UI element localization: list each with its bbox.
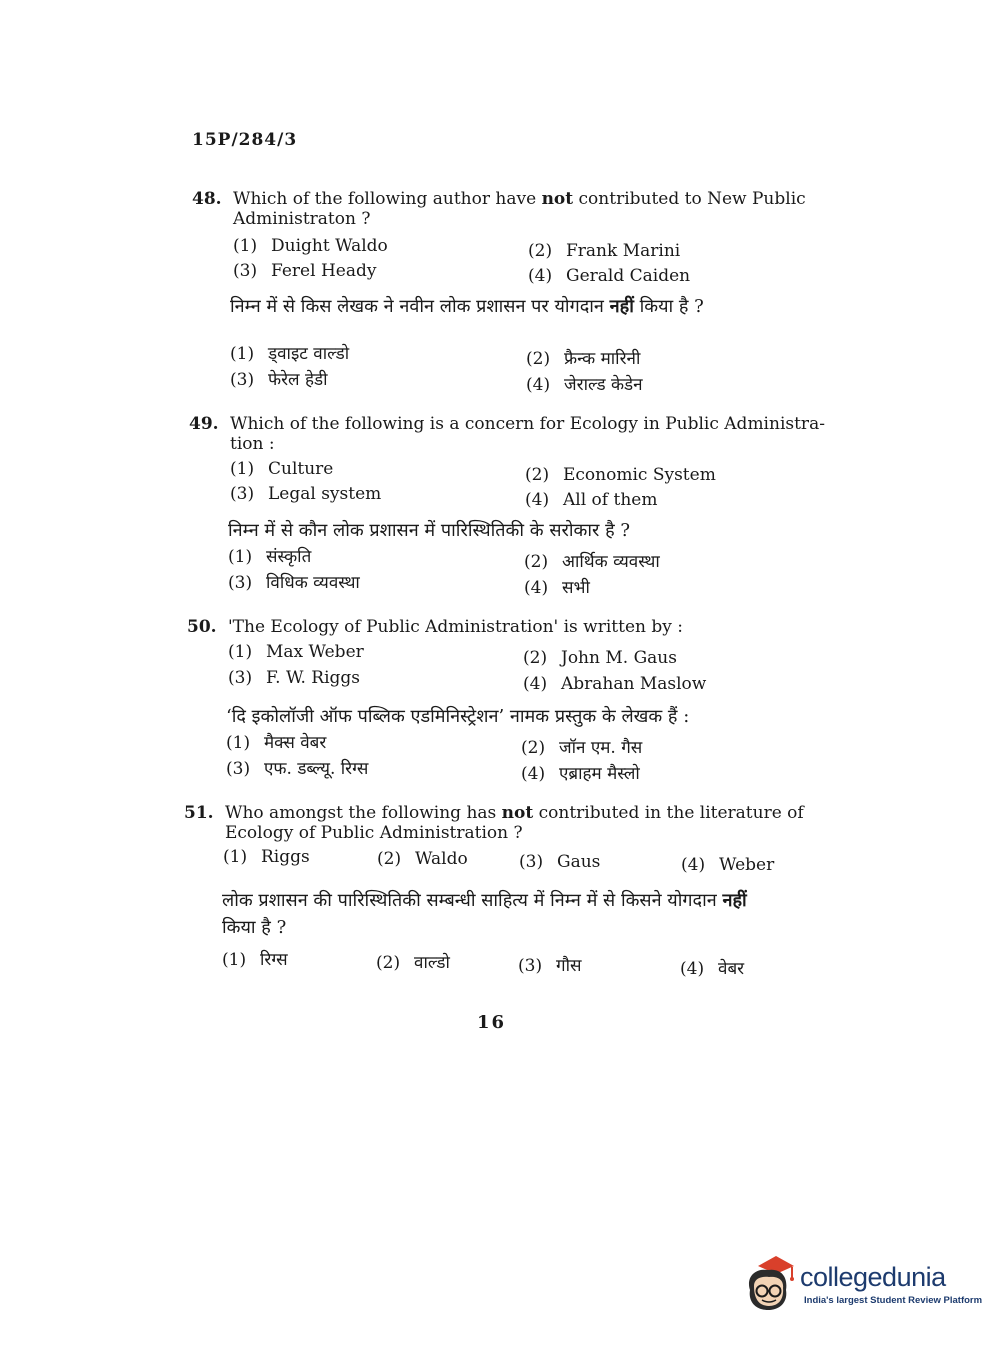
option-1: (1) Riggs <box>223 847 310 867</box>
option-3: (3) F. W. Riggs <box>228 668 360 688</box>
hindi-option-2: (2) वाल्डो <box>376 953 450 973</box>
hindi-option-1: (1) संस्कृति <box>228 547 312 567</box>
hindi-option-3: (3) एफ. डब्ल्यू. रिग्स <box>226 759 369 779</box>
option-2: (2) John M. Gaus <box>523 648 677 668</box>
page-number: 16 <box>476 1012 507 1033</box>
option-4: (4) Weber <box>681 855 775 875</box>
hindi-option-3: (3) गौस <box>518 956 582 976</box>
question-number: 48. <box>192 189 222 209</box>
collegedunia-watermark <box>742 1250 983 1314</box>
hindi-option-2: (2) आर्थिक व्यवस्था <box>524 552 660 572</box>
paper-code: 15P/284/3 <box>192 130 298 150</box>
option-2: (2) Economic System <box>525 465 716 485</box>
hindi-option-4: (4) सभी <box>524 578 590 598</box>
option-3: (3) Gaus <box>519 852 601 872</box>
option-3: (3) Legal system <box>230 484 382 504</box>
option-4: (4) All of them <box>525 490 658 510</box>
brand-tagline: India's largest Student Review Platform <box>804 1295 983 1306</box>
option-3: (3) Ferel Heady <box>233 261 377 281</box>
hindi-option-3: (3) फेरेल हेडी <box>230 370 328 390</box>
hindi-option-2: (2) जॉन एम. गैस <box>521 738 643 758</box>
question-stem: 'The Ecology of Public Administration' is written by : <box>228 617 683 637</box>
option-4: (4) Abrahan Maslow <box>523 674 707 694</box>
option-2: (2) Frank Marini <box>528 241 681 261</box>
hindi-option-2: (2) फ्रैन्क मारिनी <box>526 349 641 369</box>
hindi-option-4: (4) एब्राहम मैस्लो <box>521 764 640 784</box>
question-stem: Which of the following is a concern for Ecology in Public Administra-tion : <box>230 414 825 454</box>
hindi-stem: निम्न में से कौन लोक प्रशासन में पारिस्थितिकी के सरोकार है ? <box>228 520 631 541</box>
hindi-stem: लोक प्रशासन की पारिस्थितिकी सम्बन्धी साहित्य में निम्न में से किसने योगदान नहीं किया है ? <box>222 890 747 938</box>
hindi-option-1: (1) रिग्स <box>222 950 288 970</box>
question-stem: Which of the following author have not contributed to New Public Administraton ? <box>233 189 806 229</box>
hindi-stem: ‘दि इकोलॉजी ऑफ पब्लिक एडमिनिस्ट्रेशन’ नामक प्रस्तुक के लेखक हैं : <box>226 706 690 727</box>
option-1: (1) Culture <box>230 459 334 479</box>
option-2: (2) Waldo <box>377 849 468 869</box>
hindi-option-4: (4) जेराल्ड केडेन <box>526 375 643 395</box>
hindi-stem: निम्न में से किस लेखक ने नवीन लोक प्रशासन पर योगदान नहीं किया है ? <box>230 296 704 317</box>
hindi-option-1: (1) ड्वाइट वाल्डो <box>230 344 350 364</box>
option-1: (1) Duight Waldo <box>233 236 388 256</box>
hindi-option-4: (4) वेबर <box>680 959 745 979</box>
hindi-option-1: (1) मैक्स वेबर <box>226 733 327 753</box>
question-number: 50. <box>187 617 217 637</box>
hindi-option-3: (3) विधिक व्यवस्था <box>228 573 360 593</box>
brand-name: collegedunia <box>800 1262 946 1292</box>
question-stem: Who amongst the following has not contributed in the literature of Ecology of Public Administration ? <box>225 803 804 843</box>
option-4: (4) Gerald Caiden <box>528 266 691 286</box>
question-number: 49. <box>189 414 219 434</box>
option-1: (1) Max Weber <box>228 642 364 662</box>
mascot-logo-icon <box>742 1250 800 1312</box>
question-number: 51. <box>184 803 214 823</box>
